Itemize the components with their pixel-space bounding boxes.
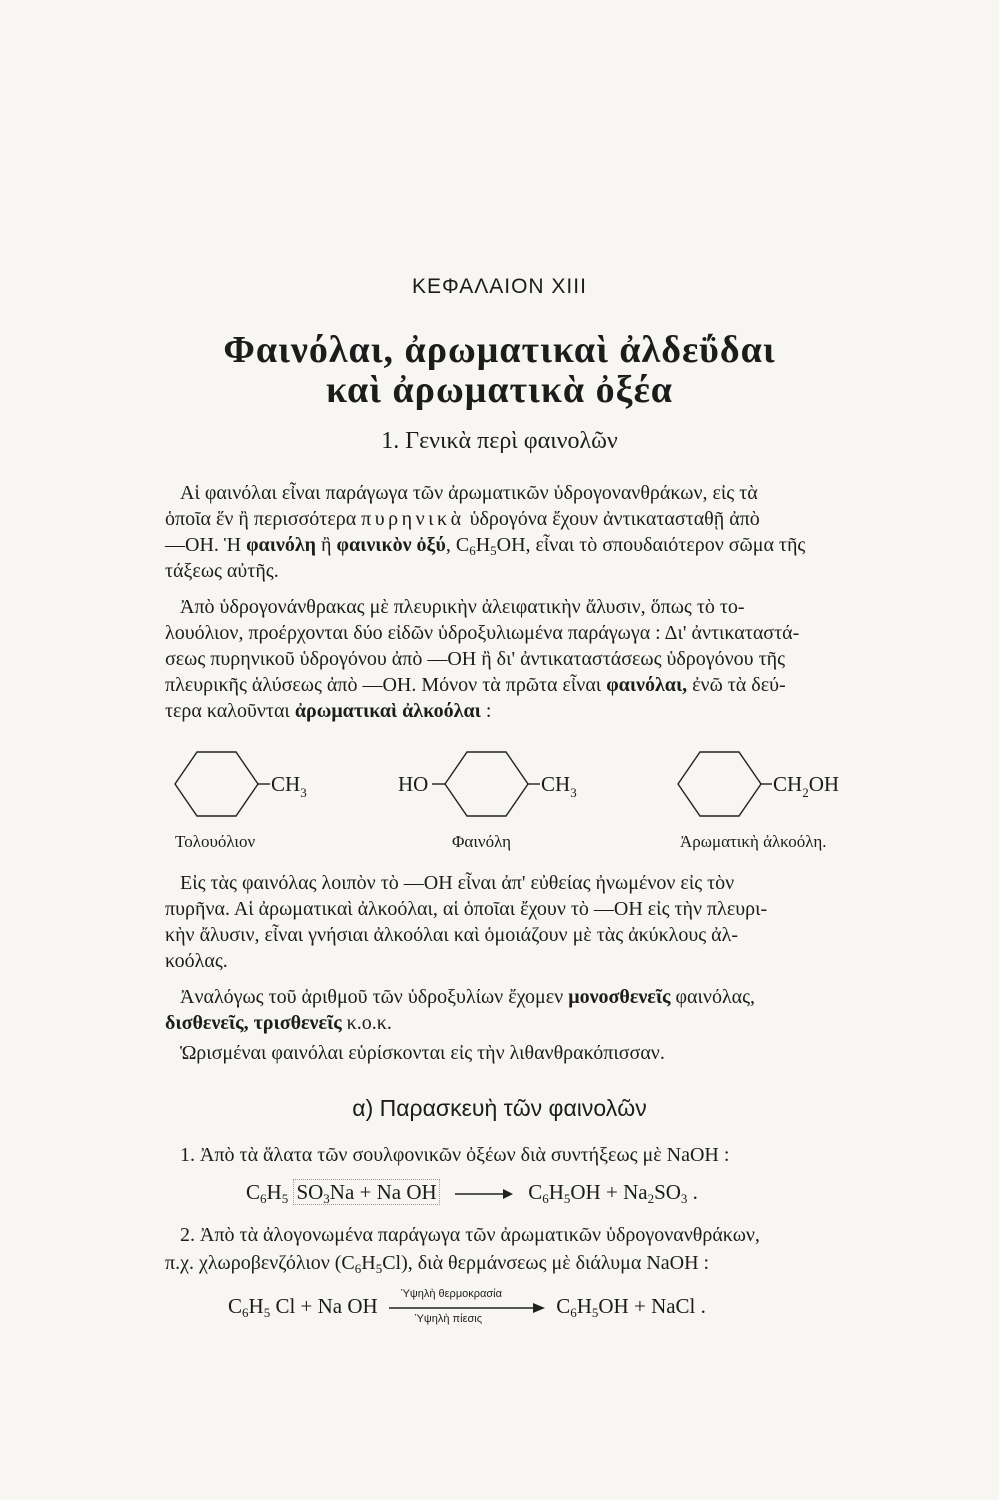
para4-text-2b: κ.ο.κ. bbox=[341, 1012, 392, 1034]
eq1-na-naoh: Na + Na OH bbox=[329, 1180, 437, 1204]
structural-formulas bbox=[0, 742, 999, 842]
eq1-sub: 3 bbox=[323, 1191, 330, 1206]
eq1-prod-c: C bbox=[528, 1180, 543, 1204]
benzene-ring-benzyl-alcohol bbox=[678, 752, 761, 816]
eq2-c: C bbox=[228, 1294, 243, 1318]
eq1-sub: 6 bbox=[260, 1191, 267, 1206]
para1-line4: τάξεως αὐτῆς. bbox=[165, 560, 279, 582]
para3-line1: Εἰς τὰς φαινόλας λοιπὸν τὸ —ΟΗ εἶναι ἀπ' εὐθείας ἠνωμένον εἰς τὸν bbox=[180, 872, 735, 894]
label-phenol: Φαινόλη bbox=[452, 832, 512, 851]
section-title: 1. Γενικὰ περὶ φαινολῶν bbox=[381, 428, 618, 454]
condition-high-pressure: Ὑψηλὴ πίεσις bbox=[414, 1313, 483, 1326]
para1-text-2c: ὑδρογόνα ἔχουν ἀντικατασταθῇ ἀπὸ bbox=[469, 508, 760, 530]
para1-text-1: Αἱ φαινόλαι εἶναι παράγωγα τῶν ἀρωματικῶν ὑδρογονανθράκων, εἰς τὰ bbox=[180, 482, 758, 504]
para1-line3 bbox=[165, 532, 895, 558]
formula-h: H bbox=[475, 534, 491, 556]
item1-text: 1. Ἀπὸ τὰ ἅλατα τῶν σουλφονικῶν ὀξέων διὰ συντήξεως μὲ NaOH : bbox=[180, 1144, 730, 1166]
para1-text-3i: OH, εἶναι τὸ σπουδαιότερον σῶμα τῆς bbox=[496, 534, 806, 556]
eq1-prod-h: H bbox=[548, 1180, 564, 1204]
toluene-sub: 3 bbox=[300, 785, 307, 800]
para2-line5 bbox=[165, 698, 895, 724]
eq1-prod-so: SO bbox=[654, 1180, 681, 1204]
item2-text-a: π.χ. χλωροβενζόλιον (C bbox=[165, 1252, 355, 1274]
para2-line1: Ἀπὸ ὑδρογονάνθρακας μὲ πλευρικὴν ἀλειφατικὴν ἄλυσιν, ὅπως τὸ το- bbox=[180, 596, 745, 618]
eq2-sub: 5 bbox=[263, 1305, 271, 1320]
para2-colon: : bbox=[480, 700, 492, 722]
subsection-title: α) Παρασκευὴ τῶν φαινολῶν bbox=[352, 1095, 647, 1121]
benzene-ring-toluene bbox=[175, 752, 258, 816]
condition-high-temperature: Ὑψηλὴ θερμοκρασία bbox=[400, 1288, 502, 1301]
formula-sub: 6 bbox=[469, 543, 476, 558]
item2-line2 bbox=[165, 1250, 895, 1276]
item2-line1: 2. Ἀπὸ τὰ ἀλογονωμένα παράγωγα τῶν ἀρωματικῶν ὑδρογονανθράκων, bbox=[180, 1224, 760, 1246]
para3-line3: κὴν ἄλυσιν, εἶναι γνήσιαι ἀλκοόλαι καὶ ὁμοιάζουν μὲ τὰς ἀκύκλους ἀλ- bbox=[165, 924, 739, 946]
para1-text-2b: πυρηνικὰ bbox=[361, 508, 465, 530]
eq2-sub: 5 bbox=[591, 1305, 599, 1320]
eq1-period: . bbox=[687, 1180, 698, 1204]
svg-text:CH3 bbox=[271, 772, 307, 800]
eq1-sub: 3 bbox=[680, 1191, 688, 1206]
equation-1 bbox=[246, 1180, 698, 1205]
eq1-sub: 5 bbox=[563, 1191, 571, 1206]
item2-sub: 6 bbox=[354, 1261, 362, 1276]
eq1-sub: 5 bbox=[281, 1191, 289, 1206]
eq2-conditions-arrow bbox=[387, 1288, 547, 1326]
alcohol-ch: CH bbox=[773, 772, 803, 796]
eq2-h: H bbox=[248, 1294, 264, 1318]
para3-line4: κοόλας. bbox=[165, 950, 228, 972]
para1-text-3a: —ΟΗ. Ἡ bbox=[165, 534, 242, 556]
eq1-sub: 2 bbox=[647, 1191, 655, 1206]
para2-text-4c: ἐνῶ τὰ δεύ- bbox=[692, 674, 786, 696]
eq2-prod-c: C bbox=[556, 1294, 571, 1318]
phenol-sub: 3 bbox=[570, 785, 577, 800]
eq1-prod-oh: OH + Na bbox=[570, 1180, 648, 1204]
arrow-icon bbox=[453, 1187, 515, 1201]
chapter-title-line-1: Φαινόλαι, ἀρωματικαὶ ἀλδεΰδαι bbox=[223, 329, 776, 371]
para1-text-2a: ὁποῖα ἕν ἢ περισσότερα bbox=[165, 508, 357, 530]
term-phenic-acid: φαινικὸν ὀξύ bbox=[336, 534, 446, 556]
eq2-prod-h: H bbox=[576, 1294, 592, 1318]
toluene-ch: CH bbox=[271, 772, 301, 796]
equation-2 bbox=[228, 1288, 706, 1326]
eq1-so: SO bbox=[296, 1180, 324, 1204]
item2-sub: 5 bbox=[375, 1261, 383, 1276]
para4-line1 bbox=[180, 984, 895, 1010]
chapter-heading: ΚΕΦΑΛΑΙΟΝ XIII bbox=[412, 275, 587, 298]
term-di-trivalent: δισθενεῖς, τρισθενεῖς bbox=[165, 1012, 342, 1034]
eq2-sub: 6 bbox=[242, 1305, 249, 1320]
eq1-h: H bbox=[266, 1180, 282, 1204]
para1-line1 bbox=[180, 480, 895, 506]
eq2-cl-naoh: Cl + Na OH bbox=[270, 1294, 378, 1318]
eq1-c: C bbox=[246, 1180, 261, 1204]
phenol-ho: HO bbox=[398, 772, 429, 796]
chapter-title-line-2: καὶ ἀρωματικὰ ὀξέα bbox=[325, 369, 674, 411]
para2-text-4a: πλευρικῆς ἁλύσεως ἀπὸ —ΟΗ. Μόνον τὰ πρῶτα εἶναι bbox=[165, 674, 602, 696]
phenol-ch: CH bbox=[541, 772, 571, 796]
term-aromatic-alcohols: ἀρωματικαὶ ἀλκοόλαι bbox=[294, 700, 481, 722]
formula-c: , C bbox=[445, 534, 470, 556]
para3-line2: πυρῆνα. Αἱ ἀρωματικαὶ ἀλκοόλαι, αἱ ὁποῖαι ἔχουν τὸ —ΟΗ εἰς τὴν πλευρι- bbox=[165, 898, 768, 920]
eq2-prod-oh: OH + NaCl . bbox=[598, 1294, 706, 1318]
para4-text-1a: Ἀναλόγως τοῦ ἀριθμοῦ τῶν ὑδροξυλίων ἔχομεν bbox=[180, 986, 564, 1008]
svg-text:CH3 bbox=[541, 772, 577, 800]
para2-line2: λουόλιον, προέρχονται δύο εἰδῶν ὑδροξυλιωμένα παράγωγα : Δι' ἀντικαταστά- bbox=[165, 622, 800, 644]
term-phenol: φαινόλη bbox=[246, 534, 317, 556]
alcohol-oh: OH bbox=[808, 772, 840, 796]
para4-line2 bbox=[165, 1010, 895, 1036]
para4-text-1c: φαινόλας, bbox=[675, 986, 756, 1008]
term-phenols: φαινόλαι, bbox=[606, 674, 688, 696]
para1-text-3c: ἢ bbox=[321, 534, 332, 556]
svg-text:CH2OH bbox=[773, 772, 839, 800]
para2-line4 bbox=[165, 672, 895, 698]
para1-line2 bbox=[165, 506, 895, 532]
item2-text-e: Cl), διὰ θερμάνσεως μὲ διάλυμα NaOH : bbox=[382, 1252, 710, 1274]
label-aromatic-alcohol: Ἀρωματικὴ ἀλκοόλη. bbox=[680, 832, 827, 851]
item2-h: H bbox=[361, 1252, 376, 1274]
eq1-sulfonate-box bbox=[293, 1179, 439, 1205]
eq2-sub: 6 bbox=[570, 1305, 577, 1320]
alcohol-sub: 2 bbox=[802, 785, 809, 800]
term-monovalent: μονοσθενεῖς bbox=[568, 986, 671, 1008]
para2-text-5a: τερα καλοῦνται bbox=[165, 700, 290, 722]
formula-sub: 5 bbox=[490, 543, 497, 558]
benzene-ring-phenol bbox=[445, 752, 528, 816]
para5-line: Ὡρισμέναι φαινόλαι εὑρίσκονται εἰς τὴν λιθανθρακόπισσαν. bbox=[180, 1042, 665, 1064]
para2-line3: σεως πυρηνικοῦ ὑδρογόνου ἀπὸ —ΟΗ ἢ δι' ἀντικαταστάσεως ὑδρογόνου τῆς bbox=[165, 648, 785, 670]
eq1-sub: 6 bbox=[542, 1191, 549, 1206]
label-toluene: Τολουόλιον bbox=[175, 832, 256, 851]
